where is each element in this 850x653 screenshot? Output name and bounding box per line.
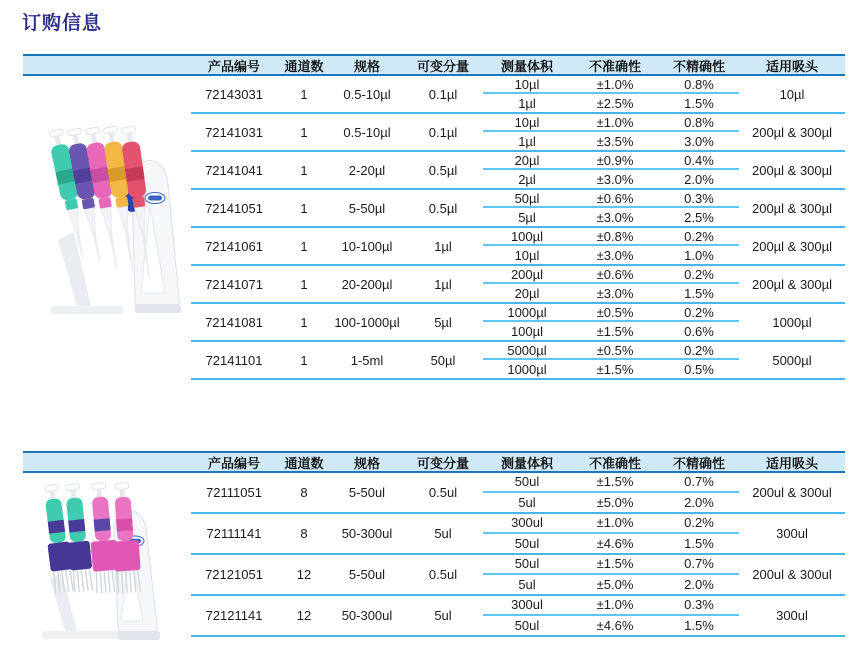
header-spacer (23, 56, 191, 74)
test-volume-2: 1µl (518, 95, 536, 111)
inaccuracy-1: ±1.0% (571, 596, 659, 616)
inaccuracy-2: ±5.0% (596, 576, 634, 592)
imprecision-2: 3.0% (684, 133, 714, 149)
imprecision-1: 0.2% (659, 304, 739, 322)
spec-range: 5-50ul (348, 485, 386, 500)
test-volume-1: 10µl (483, 76, 571, 94)
imprecision-1: 0.7% (659, 555, 739, 575)
applicable-tips: 5000µl (772, 352, 812, 368)
channel-count: 8 (300, 485, 308, 500)
inaccuracy-1: ±1.5% (571, 555, 659, 575)
test-volume-2: 2µl (518, 171, 536, 187)
applicable-tips: 300ul (776, 526, 808, 541)
test-volume-2: 5ul (518, 576, 536, 592)
imprecision-2: 1.5% (684, 285, 714, 301)
applicable-tips: 200ul & 300ul (752, 485, 832, 500)
spec-range: 5-50µl (348, 200, 386, 216)
increment: 0.5ul (428, 567, 458, 582)
inaccuracy-2: ±1.5% (596, 361, 634, 377)
table-row (23, 76, 845, 114)
increment: 0.1µl (428, 86, 458, 102)
inaccuracy-2: ±2.5% (596, 95, 634, 111)
inaccuracy-2: ±3.0% (596, 171, 634, 187)
imprecision-1: 0.7% (659, 473, 739, 493)
test-volume-2: 20µl (514, 285, 540, 301)
imprecision-1: 0.2% (659, 514, 739, 534)
header-spec: 规格 (353, 59, 380, 74)
inaccuracy-2: ±4.6% (596, 617, 634, 633)
increment: 0.5µl (428, 162, 458, 178)
inaccuracy-2: ±3.5% (596, 133, 634, 149)
test-volume-1: 5000µl (483, 342, 571, 360)
imprecision-2: 1.5% (684, 535, 714, 551)
imprecision-2: 2.0% (684, 576, 714, 592)
applicable-tips: 10µl (779, 86, 805, 102)
spec-range: 10-100µl (341, 238, 393, 254)
channel-count: 1 (300, 124, 308, 140)
page-title: 订购信息 (22, 13, 103, 34)
imprecision-1: 0.3% (659, 596, 739, 616)
test-volume-1: 10µl (483, 114, 571, 132)
product-number: 72111051 (206, 485, 262, 500)
header-channel-count: 通道数 (284, 456, 324, 471)
increment: 0.5µl (428, 200, 458, 216)
test-volume-2: 5ul (518, 494, 536, 510)
test-volume-1: 300ul (483, 514, 571, 534)
multichannel-pipettes-image (28, 477, 173, 653)
inaccuracy-2: ±3.0% (596, 209, 634, 225)
test-volume-2: 100µl (510, 323, 544, 339)
channel-count: 1 (300, 314, 308, 330)
header-test-volume: 测量体积 (500, 456, 553, 471)
inaccuracy-2: ±3.0% (596, 285, 634, 301)
imprecision-2: 1.5% (684, 95, 714, 111)
product-number: 72141101 (205, 352, 263, 368)
applicable-tips: 200µl & 300µl (751, 238, 833, 254)
imprecision-2: 1.5% (684, 617, 714, 633)
product-number: 72121051 (205, 567, 263, 582)
product-number: 72143031 (205, 86, 263, 102)
product-number: 72111141 (206, 526, 262, 541)
test-volume-2: 50ul (514, 535, 540, 551)
imprecision-1: 0.4% (659, 152, 739, 170)
header-product-number: 产品编号 (207, 59, 260, 74)
header-applicable-tips: 适用吸头 (765, 456, 818, 471)
test-volume-2: 50ul (514, 617, 540, 633)
applicable-tips: 200µl & 300µl (751, 124, 833, 140)
header-increment: 可变分量 (416, 59, 469, 74)
test-volume-1: 20µl (483, 152, 571, 170)
increment: 1µl (434, 238, 452, 254)
channel-count: 1 (300, 238, 308, 254)
pipette-stand-illustration (28, 477, 173, 649)
increment: 0.5ul (428, 485, 458, 500)
inaccuracy-1: ±1.0% (571, 76, 659, 94)
imprecision-1: 0.2% (659, 342, 739, 360)
row-spacer (23, 76, 191, 114)
header-product-number: 产品编号 (207, 456, 260, 471)
imprecision-2: 2.5% (684, 209, 714, 225)
spec-range: 100-1000µl (334, 314, 400, 330)
spec-range: 50-300ul (341, 608, 393, 623)
test-volume-1: 50µl (483, 190, 571, 208)
applicable-tips: 200µl & 300µl (751, 200, 833, 216)
header-spacer (23, 453, 191, 471)
channel-count: 8 (300, 526, 308, 541)
test-volume-1: 200µl (483, 266, 571, 284)
test-volume-2: 1µl (518, 133, 536, 149)
increment: 5µl (434, 314, 452, 330)
product-number: 72141031 (205, 124, 263, 140)
increment: 0.1µl (428, 124, 458, 140)
header-applicable-tips: 适用吸头 (765, 59, 818, 74)
test-volume-1: 50ul (483, 473, 571, 493)
test-volume-2: 1000µl (507, 361, 547, 377)
header-channel-count: 通道数 (284, 59, 324, 74)
channel-count: 1 (300, 86, 308, 102)
applicable-tips: 200µl & 300µl (751, 162, 833, 178)
imprecision-2: 1.0% (684, 247, 714, 263)
spec-range: 50-300ul (341, 526, 393, 541)
inaccuracy-1: ±0.9% (571, 152, 659, 170)
test-volume-1: 1000µl (483, 304, 571, 322)
inaccuracy-2: ±4.6% (596, 535, 634, 551)
applicable-tips: 1000µl (772, 314, 812, 330)
imprecision-2: 2.0% (684, 494, 714, 510)
header-imprecision: 不精确性 (672, 59, 725, 74)
table-row (23, 342, 845, 380)
inaccuracy-1: ±0.5% (571, 304, 659, 322)
single-channel-pipettes-image (24, 110, 182, 333)
inaccuracy-1: ±0.6% (571, 266, 659, 284)
product-number: 72141071 (205, 276, 263, 292)
product-number: 72141081 (205, 314, 263, 330)
test-volume-1: 100µl (483, 228, 571, 246)
spec-range: 5-50ul (348, 567, 386, 582)
pipette-stand-illustration (24, 110, 182, 328)
inaccuracy-1: ±0.5% (571, 342, 659, 360)
row-spacer (23, 342, 191, 380)
header-imprecision: 不精确性 (672, 456, 725, 471)
header-inaccuracy: 不准确性 (588, 456, 641, 471)
applicable-tips: 200ul & 300ul (752, 567, 832, 582)
channel-count: 12 (296, 608, 312, 623)
imprecision-1: 0.8% (659, 76, 739, 94)
channel-count: 1 (300, 162, 308, 178)
product-number: 72141041 (205, 162, 263, 178)
product-number: 72141061 (205, 238, 263, 254)
increment: 50µl (430, 352, 456, 368)
spec-range: 0.5-10µl (343, 86, 391, 102)
increment: 1µl (434, 276, 452, 292)
spec-range: 20-200µl (341, 276, 393, 292)
imprecision-2: 0.6% (684, 323, 714, 339)
spec-range: 1-5ml (350, 352, 384, 368)
inaccuracy-1: ±1.0% (571, 114, 659, 132)
header-spec: 规格 (353, 456, 380, 471)
inaccuracy-1: ±1.5% (571, 473, 659, 493)
test-volume-2: 10µl (514, 247, 540, 263)
spec-range: 0.5-10µl (343, 124, 391, 140)
inaccuracy-2: ±1.5% (596, 323, 634, 339)
test-volume-1: 300ul (483, 596, 571, 616)
test-volume-2: 5µl (518, 209, 536, 225)
product-number: 72121141 (205, 608, 263, 623)
header-inaccuracy: 不准确性 (588, 59, 641, 74)
imprecision-1: 0.2% (659, 228, 739, 246)
channel-count: 1 (300, 276, 308, 292)
increment: 5ul (434, 526, 452, 541)
test-volume-1: 50ul (483, 555, 571, 575)
header-test-volume: 测量体积 (500, 59, 553, 74)
header-increment: 可变分量 (416, 456, 469, 471)
imprecision-2: 2.0% (684, 171, 714, 187)
inaccuracy-2: ±3.0% (596, 247, 634, 263)
channel-count: 1 (300, 352, 308, 368)
table-header (23, 54, 845, 76)
imprecision-1: 0.3% (659, 190, 739, 208)
applicable-tips: 200µl & 300µl (751, 276, 833, 292)
inaccuracy-1: ±1.0% (571, 514, 659, 534)
channel-count: 1 (300, 200, 308, 216)
increment: 5ul (434, 608, 452, 623)
imprecision-2: 0.5% (684, 361, 714, 377)
imprecision-1: 0.8% (659, 114, 739, 132)
product-number: 72141051 (205, 200, 263, 216)
imprecision-1: 0.2% (659, 266, 739, 284)
channel-count: 12 (296, 567, 312, 582)
applicable-tips: 300ul (776, 608, 808, 623)
spec-range: 2-20µl (348, 162, 386, 178)
inaccuracy-1: ±0.8% (571, 228, 659, 246)
inaccuracy-1: ±0.6% (571, 190, 659, 208)
inaccuracy-2: ±5.0% (596, 494, 634, 510)
table-header (23, 451, 845, 473)
